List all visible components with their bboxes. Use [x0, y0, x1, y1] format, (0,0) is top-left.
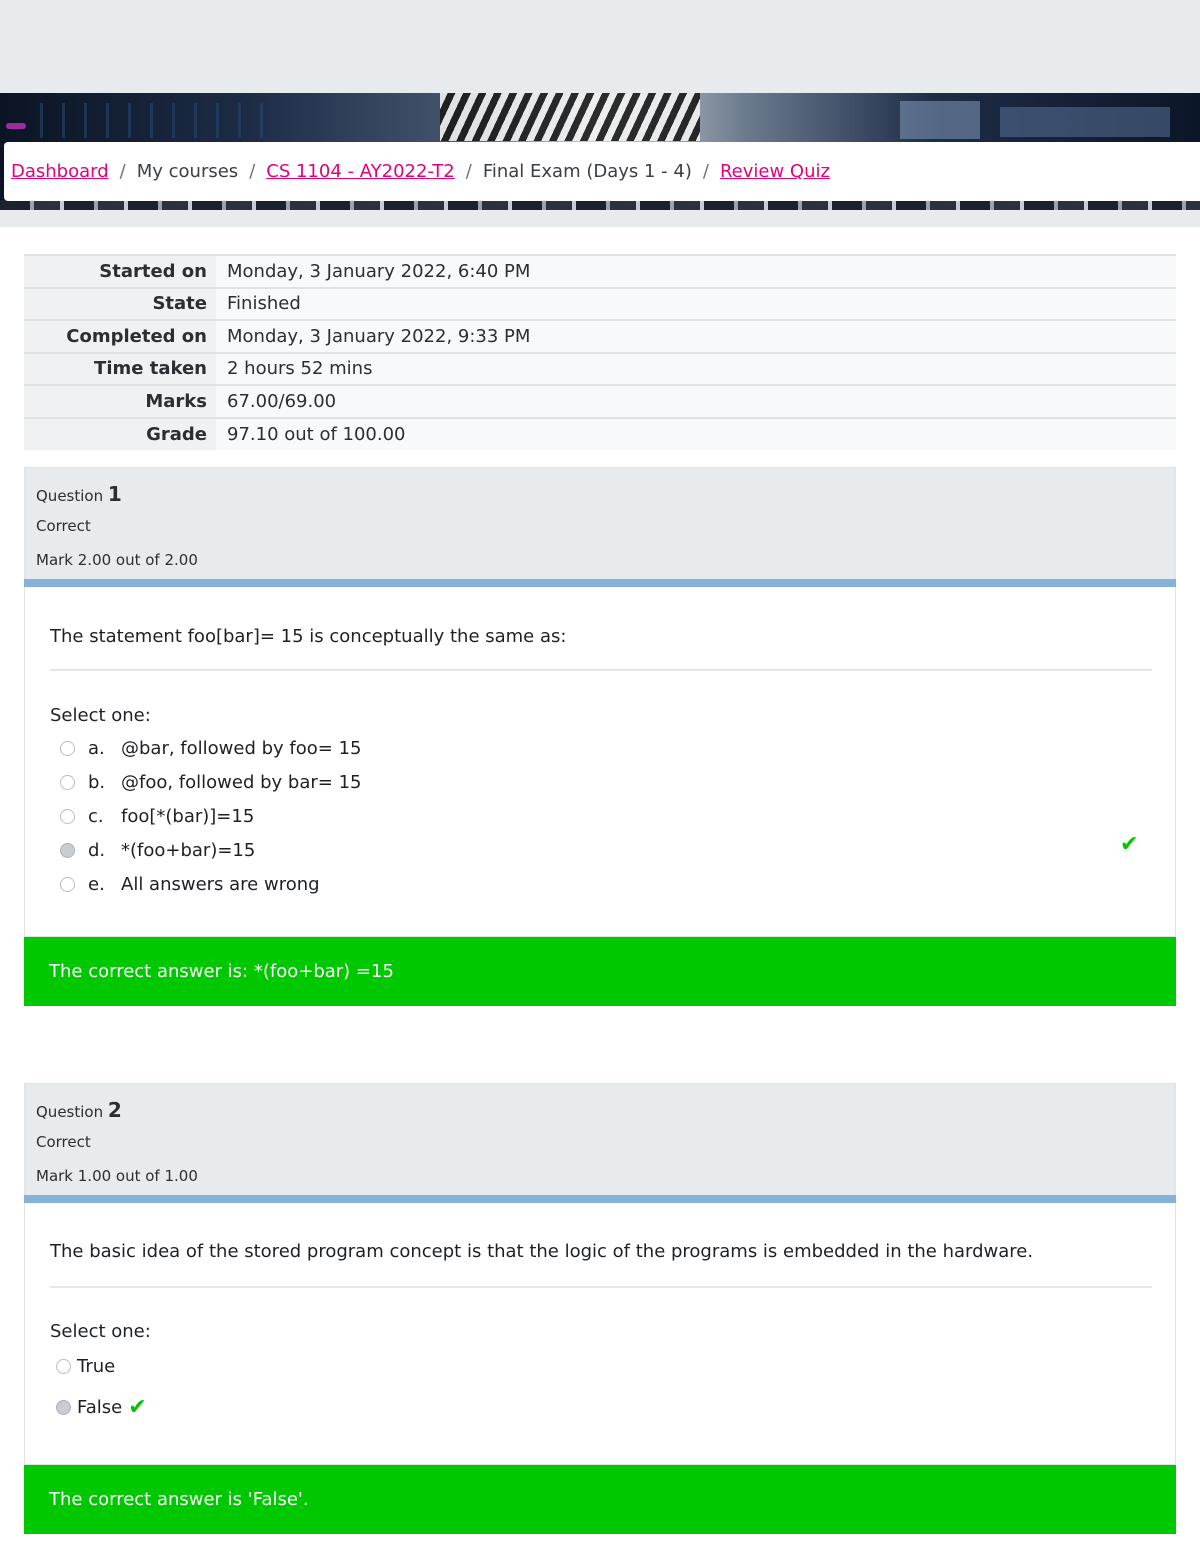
breadcrumb-separator: / — [249, 161, 256, 182]
summary-label: Started on — [24, 255, 216, 288]
option-label: foo[*(bar)]=15 — [121, 805, 255, 827]
radio-button-selected[interactable] — [60, 843, 75, 858]
summary-label: State — [24, 288, 216, 321]
option-label: *(foo+bar)=15 — [121, 839, 256, 861]
question-2-info — [24, 1083, 1176, 1195]
option-label: All answers are wrong — [121, 873, 320, 895]
banner-graphic — [440, 93, 700, 141]
summary-row-completed-on — [24, 320, 1176, 353]
option-label: @foo, followed by bar= 15 — [121, 771, 362, 793]
banner-graphic — [1000, 107, 1170, 137]
option-label: False — [77, 1396, 123, 1418]
question-grade: Mark 2.00 out of 2.00 — [36, 551, 198, 569]
summary-row-marks — [24, 385, 1176, 418]
question-1-info — [24, 467, 1176, 579]
banner-graphic — [6, 123, 26, 129]
option-letter: b. — [88, 771, 106, 793]
option-label: True — [77, 1355, 116, 1377]
banner-graphic — [0, 200, 1200, 210]
summary-value: Monday, 3 January 2022, 6:40 PM — [216, 255, 1176, 288]
question-2-feedback: The correct answer is 'False'. — [24, 1465, 1176, 1534]
answer-option-e[interactable] — [60, 870, 320, 898]
answer-option-true[interactable] — [56, 1352, 115, 1380]
select-one-prompt: Select one: — [50, 705, 151, 726]
breadcrumb-review-quiz-link[interactable]: Review Quiz — [719, 161, 830, 182]
answer-option-a[interactable] — [60, 734, 361, 762]
select-one-prompt: Select one: — [50, 1321, 151, 1342]
breadcrumb-separator: / — [119, 161, 126, 182]
radio-button[interactable] — [60, 741, 75, 756]
radio-button[interactable] — [60, 775, 75, 790]
breadcrumb-separator: / — [465, 161, 472, 182]
question-2-content — [24, 1203, 1176, 1465]
question-state: Correct — [36, 517, 91, 535]
option-label: @bar, followed by foo= 15 — [121, 737, 362, 759]
question-divider — [24, 579, 1176, 587]
breadcrumb-course-link[interactable]: CS 1104 - AY2022-T2 — [266, 161, 455, 182]
question-1-content — [24, 587, 1176, 937]
question-number-value: 1 — [107, 482, 122, 506]
breadcrumb-my-courses: My courses — [136, 161, 239, 182]
summary-label: Time taken — [24, 353, 216, 386]
summary-row-time-taken — [24, 353, 1176, 386]
banner-graphic — [40, 103, 280, 138]
page-top-background — [0, 0, 1200, 93]
question-text: The statement foo[bar]= 15 is conceptually the same as: — [50, 626, 567, 647]
answer-option-d[interactable] — [60, 836, 255, 864]
summary-label: Completed on — [24, 320, 216, 353]
summary-row-grade — [24, 418, 1176, 451]
summary-row-started-on — [24, 255, 1176, 288]
question-prefix: Question — [36, 487, 104, 505]
question-number-value: 2 — [107, 1098, 122, 1122]
summary-label: Marks — [24, 385, 216, 418]
question-prefix: Question — [36, 1103, 104, 1121]
check-icon: ✔ — [1120, 832, 1139, 857]
question-divider — [24, 1195, 1176, 1203]
summary-value: 97.10 out of 100.00 — [216, 418, 1176, 451]
option-letter: d. — [88, 839, 106, 861]
option-letter: e. — [88, 873, 105, 895]
check-icon: ✔ — [128, 1394, 147, 1420]
banner-graphic — [900, 101, 980, 139]
radio-button[interactable] — [60, 809, 75, 824]
question-number — [36, 1098, 122, 1122]
breadcrumb-dashboard-link[interactable]: Dashboard — [11, 161, 109, 182]
question-separator — [50, 669, 1152, 671]
summary-row-state — [24, 288, 1176, 321]
option-letter: a. — [88, 737, 105, 759]
question-separator — [50, 1286, 1152, 1288]
question-text: The basic idea of the stored program concept is that the logic of the programs is embedded in the hardware. — [50, 1241, 1034, 1262]
question-1-feedback: The correct answer is: *(foo+bar) =15 — [24, 937, 1176, 1006]
answer-option-c[interactable] — [60, 802, 254, 830]
radio-button-selected[interactable] — [56, 1400, 71, 1415]
answer-option-b[interactable] — [60, 768, 361, 796]
answer-option-false[interactable] — [56, 1393, 147, 1421]
summary-value: Monday, 3 January 2022, 9:33 PM — [216, 320, 1176, 353]
option-letter: c. — [88, 805, 104, 827]
question-state: Correct — [36, 1133, 91, 1151]
summary-label: Grade — [24, 418, 216, 451]
radio-button[interactable] — [60, 877, 75, 892]
summary-value: 2 hours 52 mins — [216, 353, 1176, 386]
breadcrumb — [4, 142, 1200, 201]
summary-value: Finished — [216, 288, 1176, 321]
radio-button[interactable] — [56, 1359, 71, 1374]
question-number — [36, 482, 122, 506]
attempt-summary-table — [24, 254, 1176, 450]
question-grade: Mark 1.00 out of 1.00 — [36, 1167, 198, 1185]
breadcrumb-separator: / — [702, 161, 709, 182]
header-divider-band — [0, 210, 1200, 227]
breadcrumb-quiz-name: Final Exam (Days 1 - 4) — [482, 161, 692, 182]
summary-value: 67.00/69.00 — [216, 385, 1176, 418]
